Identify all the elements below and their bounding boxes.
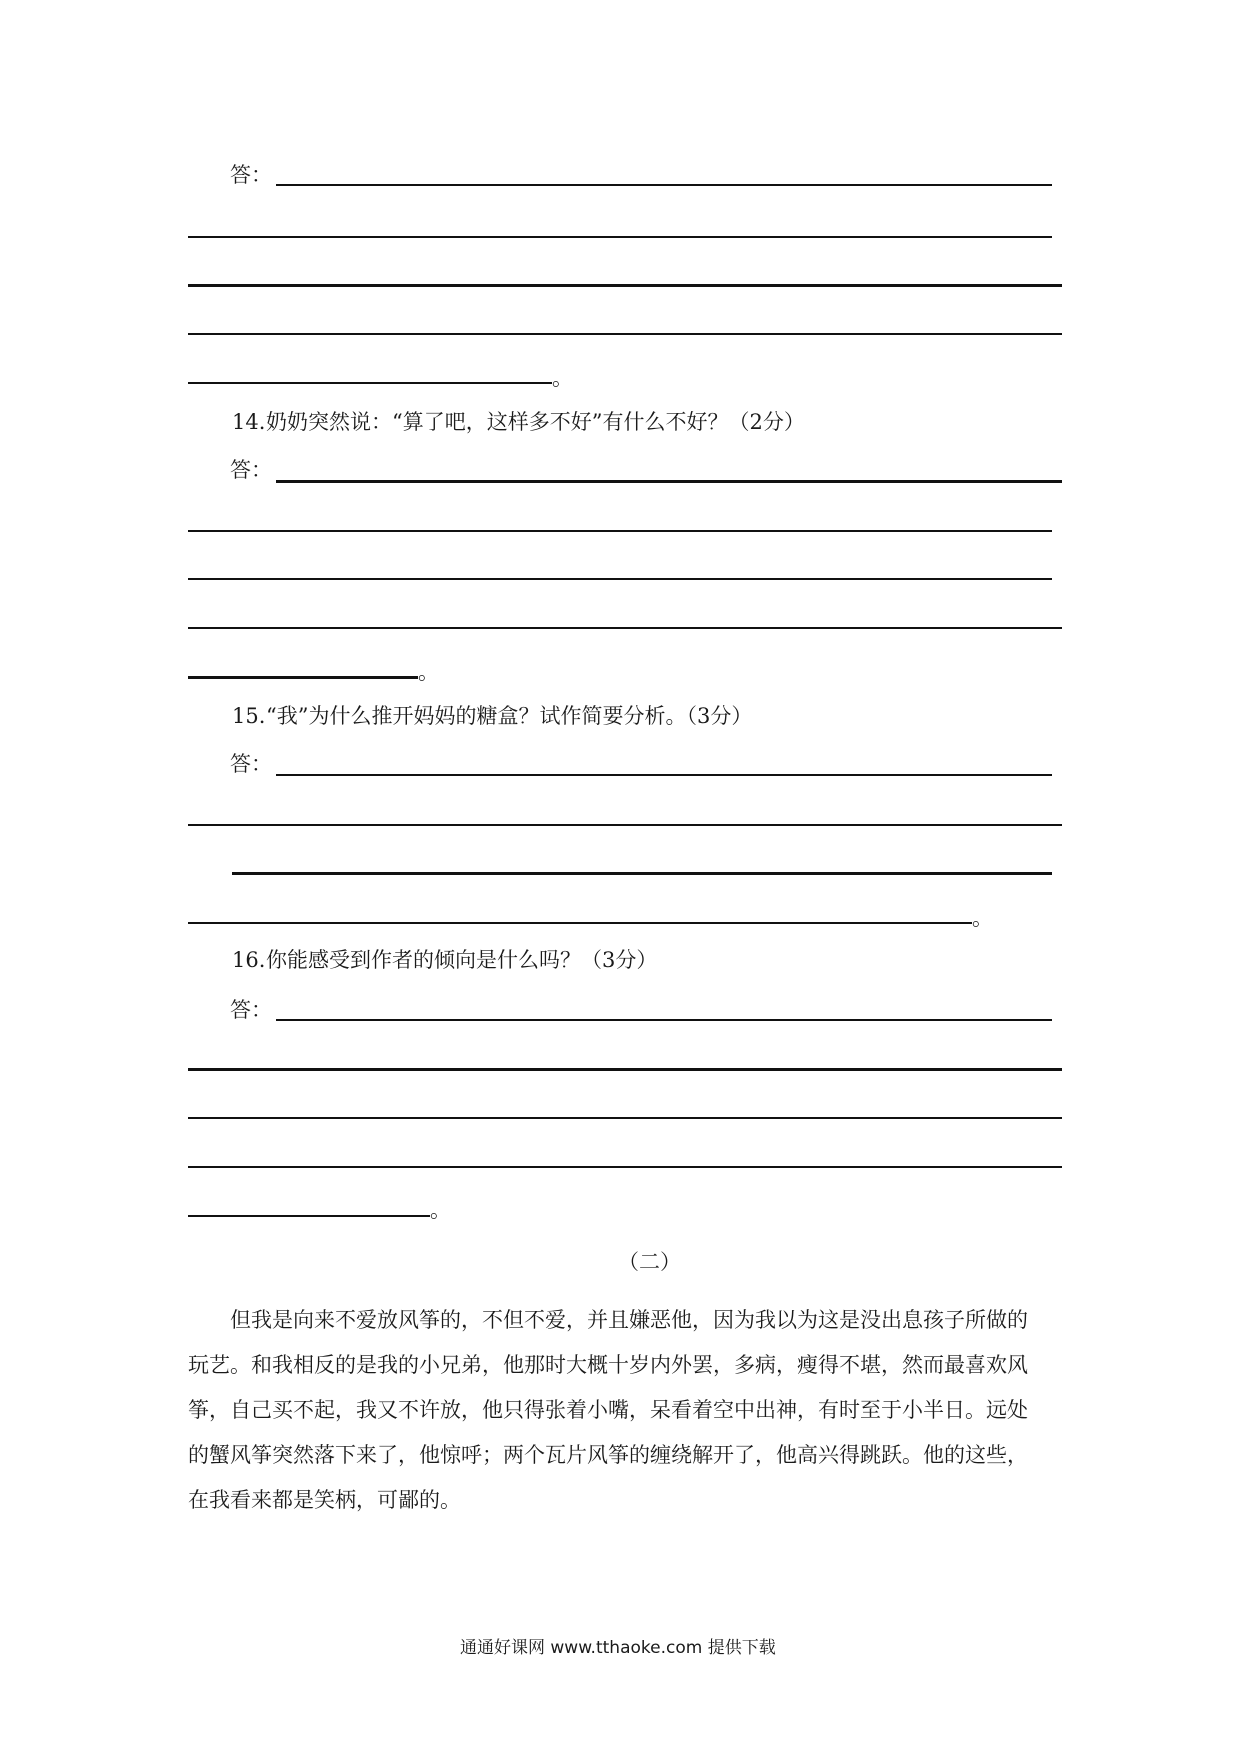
answer-line bbox=[188, 627, 1062, 629]
question-15-text: “我”为什么推开妈妈的糖盒？试作简要分析。（3分） bbox=[266, 704, 753, 728]
section-heading: （二） bbox=[618, 1250, 681, 1274]
answer-label: 答： bbox=[230, 752, 272, 776]
answer-line bbox=[276, 774, 1052, 776]
answer-line bbox=[188, 236, 1052, 238]
question-16-text: 你能感受到作者的倾向是什么吗？（3分） bbox=[266, 948, 658, 972]
answer-line bbox=[188, 333, 1062, 335]
answer-line bbox=[188, 1166, 1062, 1168]
passage-line: 筝，自己买不起，我又不许放，他只得张着小嘴，呆看着空中出神，有时至于小半日。远处 bbox=[188, 1398, 1028, 1422]
answer-period: 。 bbox=[418, 660, 439, 684]
answer-label: 答： bbox=[230, 163, 272, 187]
answer-line bbox=[276, 480, 1062, 483]
answer-line bbox=[188, 1117, 1062, 1119]
answer-line bbox=[188, 382, 552, 384]
question-14-number: 14. bbox=[232, 410, 266, 434]
answer-line bbox=[188, 1215, 430, 1217]
answer-period: 。 bbox=[972, 906, 993, 930]
question-14-text: 奶奶突然说：“算了吧，这样多不好”有什么不好？（2分） bbox=[266, 410, 805, 434]
answer-label: 答： bbox=[230, 458, 272, 482]
answer-label: 答： bbox=[230, 998, 272, 1022]
answer-line bbox=[188, 676, 418, 679]
passage-line: 但我是向来不爱放风筝的，不但不爱，并且嫌恶他，因为我以为这是没出息孩子所做的 bbox=[230, 1308, 1028, 1332]
passage-line: 在我看来都是笑柄，可鄙的。 bbox=[188, 1488, 461, 1512]
answer-line bbox=[188, 578, 1052, 580]
answer-period: 。 bbox=[552, 366, 573, 390]
answer-line bbox=[188, 530, 1052, 532]
answer-period: 。 bbox=[430, 1198, 451, 1222]
passage-line: 玩艺。和我相反的是我的小兄弟，他那时大概十岁内外罢，多病，瘦得不堪，然而最喜欢风 bbox=[188, 1353, 1028, 1377]
passage-line: 的蟹风筝突然落下来了，他惊呼；两个瓦片风筝的缠绕解开了，他高兴得跳跃。他的这些， bbox=[188, 1443, 1028, 1467]
answer-line bbox=[276, 184, 1052, 186]
answer-line bbox=[232, 872, 1052, 875]
answer-line bbox=[188, 284, 1062, 287]
answer-line bbox=[188, 1068, 1062, 1071]
answer-line bbox=[188, 824, 1062, 826]
question-15-number: 15. bbox=[232, 704, 266, 728]
answer-line bbox=[188, 922, 972, 924]
answer-line bbox=[276, 1019, 1052, 1021]
question-16-number: 16. bbox=[232, 948, 266, 972]
page-footer: 通通好课网 www.tthaoke.com 提供下载 bbox=[460, 1638, 776, 1658]
